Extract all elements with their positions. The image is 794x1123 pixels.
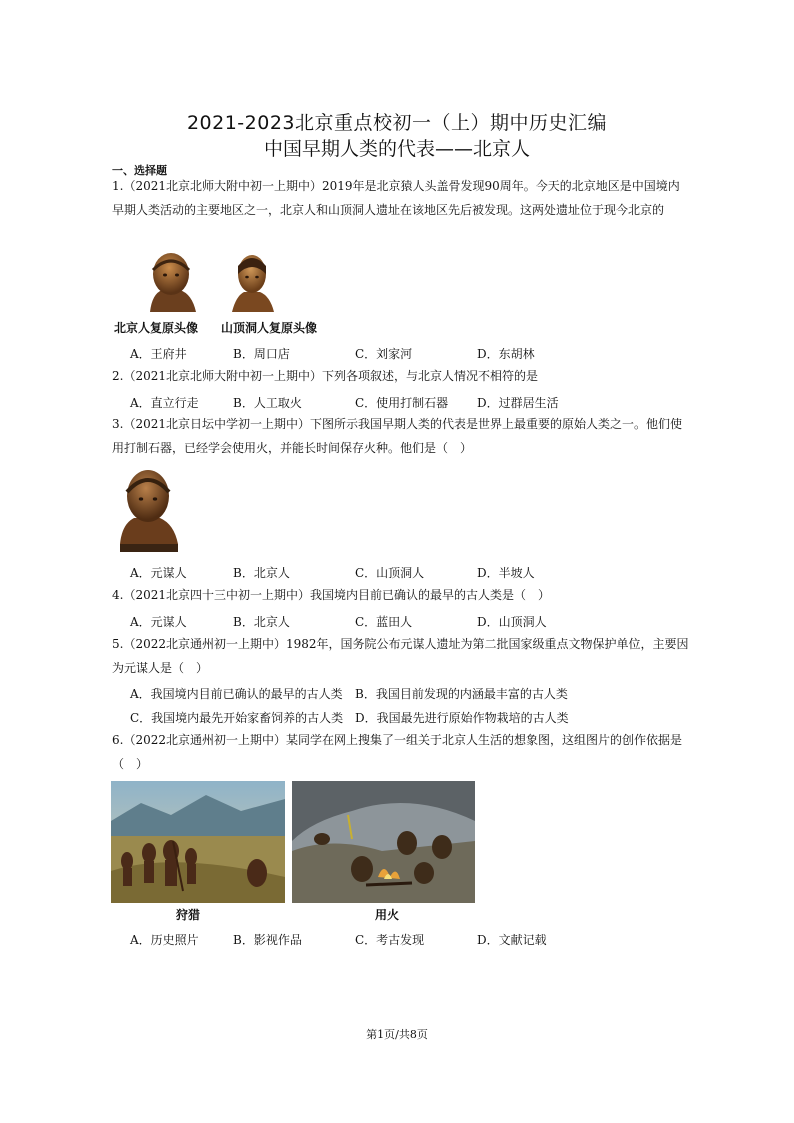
question-1-text: 1.（2021北京北师大附中初一上期中）2019年是北京猿人头盖骨发现90周年。今天的北京地区是中国境内早期人类活动的主要地区之一，北京人和山顶洞人遗址在该地区先后被发现。这两处遗址位于现今北京的 [112, 179, 680, 217]
peking-man-bust-image [114, 466, 180, 554]
question-2-text: 2.（2021北京北师大附中初一上期中）下列各项叙述，与北京人情况不相符的是 [112, 369, 538, 383]
option-b[interactable]: B．影视作品 [233, 933, 302, 947]
option-c[interactable]: C．蓝田人 [355, 615, 413, 629]
option-d[interactable]: D．山顶洞人 [477, 615, 547, 629]
option-d[interactable]: D．我国最先进行原始作物栽培的古人类 [355, 711, 569, 725]
caption-fire: 用火 [375, 908, 400, 922]
option-c[interactable]: C．考古发现 [355, 933, 425, 947]
option-b[interactable]: B．我国目前发现的内涵最丰富的古人类 [355, 687, 568, 701]
option-c[interactable]: C．我国境内最先开始家畜饲养的古人类 [130, 711, 344, 725]
option-d[interactable]: D．文献记载 [477, 933, 547, 947]
option-a[interactable]: A．元谋人 [130, 615, 187, 629]
option-a[interactable]: A．直立行走 [130, 396, 199, 410]
question-2-options [130, 394, 690, 414]
question-5-text: 5.（2022北京通州初一上期中）1982年，国务院公布元谋人遗址为第二批国家级重点文物保护单位，主要因为元谋人是（ ） [112, 637, 689, 675]
option-d[interactable]: D．半坡人 [477, 566, 535, 580]
option-b[interactable]: B．人工取火 [233, 396, 302, 410]
question-3-text: 3.（2021北京日坛中学初一上期中）下图所示我国早期人类的代表是世界上最重要的原始人类之一。他们使用打制石器，已经学会使用火，并能长时间保存火种。他们是（ ） [112, 417, 682, 455]
question-6-options [130, 931, 690, 951]
fire-scene-image [292, 781, 475, 903]
question-3-options [130, 564, 690, 584]
option-a[interactable]: A．我国境内目前已确认的最早的古人类 [130, 687, 343, 701]
caption-hunting: 狩猎 [176, 908, 201, 922]
question-6-text: 6.（2022北京通州初一上期中）某同学在网上搜集了一组关于北京人生活的想象图，这组图片的创作依据是（ ） [112, 733, 682, 771]
page-footer: 第1页/共8页 [366, 1028, 428, 1041]
caption-peking-man: 北京人复原头像 [114, 321, 199, 335]
caption-upper-cave-man: 山顶洞人复原头像 [221, 321, 318, 335]
question-5-options-row1 [130, 685, 690, 705]
option-d[interactable]: D．过群居生活 [477, 396, 559, 410]
option-a[interactable]: A．元谋人 [130, 566, 187, 580]
option-c[interactable]: C．山顶洞人 [355, 566, 425, 580]
page-title: 2021-2023北京重点校初一（上）期中历史汇编 [186, 112, 608, 134]
option-c[interactable]: C．刘家河 [355, 347, 413, 361]
question-4-options [130, 613, 690, 633]
upper-cave-man-bust-image [226, 250, 278, 314]
option-a[interactable]: A．王府井 [130, 347, 187, 361]
option-b[interactable]: B．北京人 [233, 615, 290, 629]
option-b[interactable]: B．北京人 [233, 566, 290, 580]
option-c[interactable]: C．使用打制石器 [355, 396, 449, 410]
section-heading: 一、选择题 [112, 164, 167, 177]
question-5-options-row2 [130, 709, 690, 729]
page-subtitle: 中国早期人类的代表——北京人 [263, 138, 530, 160]
question-4-text: 4.（2021北京四十三中初一上期中）我国境内目前已确认的最早的古人类是（ ） [112, 588, 550, 602]
question-1-options [130, 345, 690, 365]
hunting-scene-image [111, 781, 285, 903]
option-b[interactable]: B．周口店 [233, 347, 290, 361]
option-d[interactable]: D．东胡林 [477, 347, 535, 361]
peking-man-bust-image [140, 250, 202, 314]
option-a[interactable]: A．历史照片 [130, 933, 199, 947]
